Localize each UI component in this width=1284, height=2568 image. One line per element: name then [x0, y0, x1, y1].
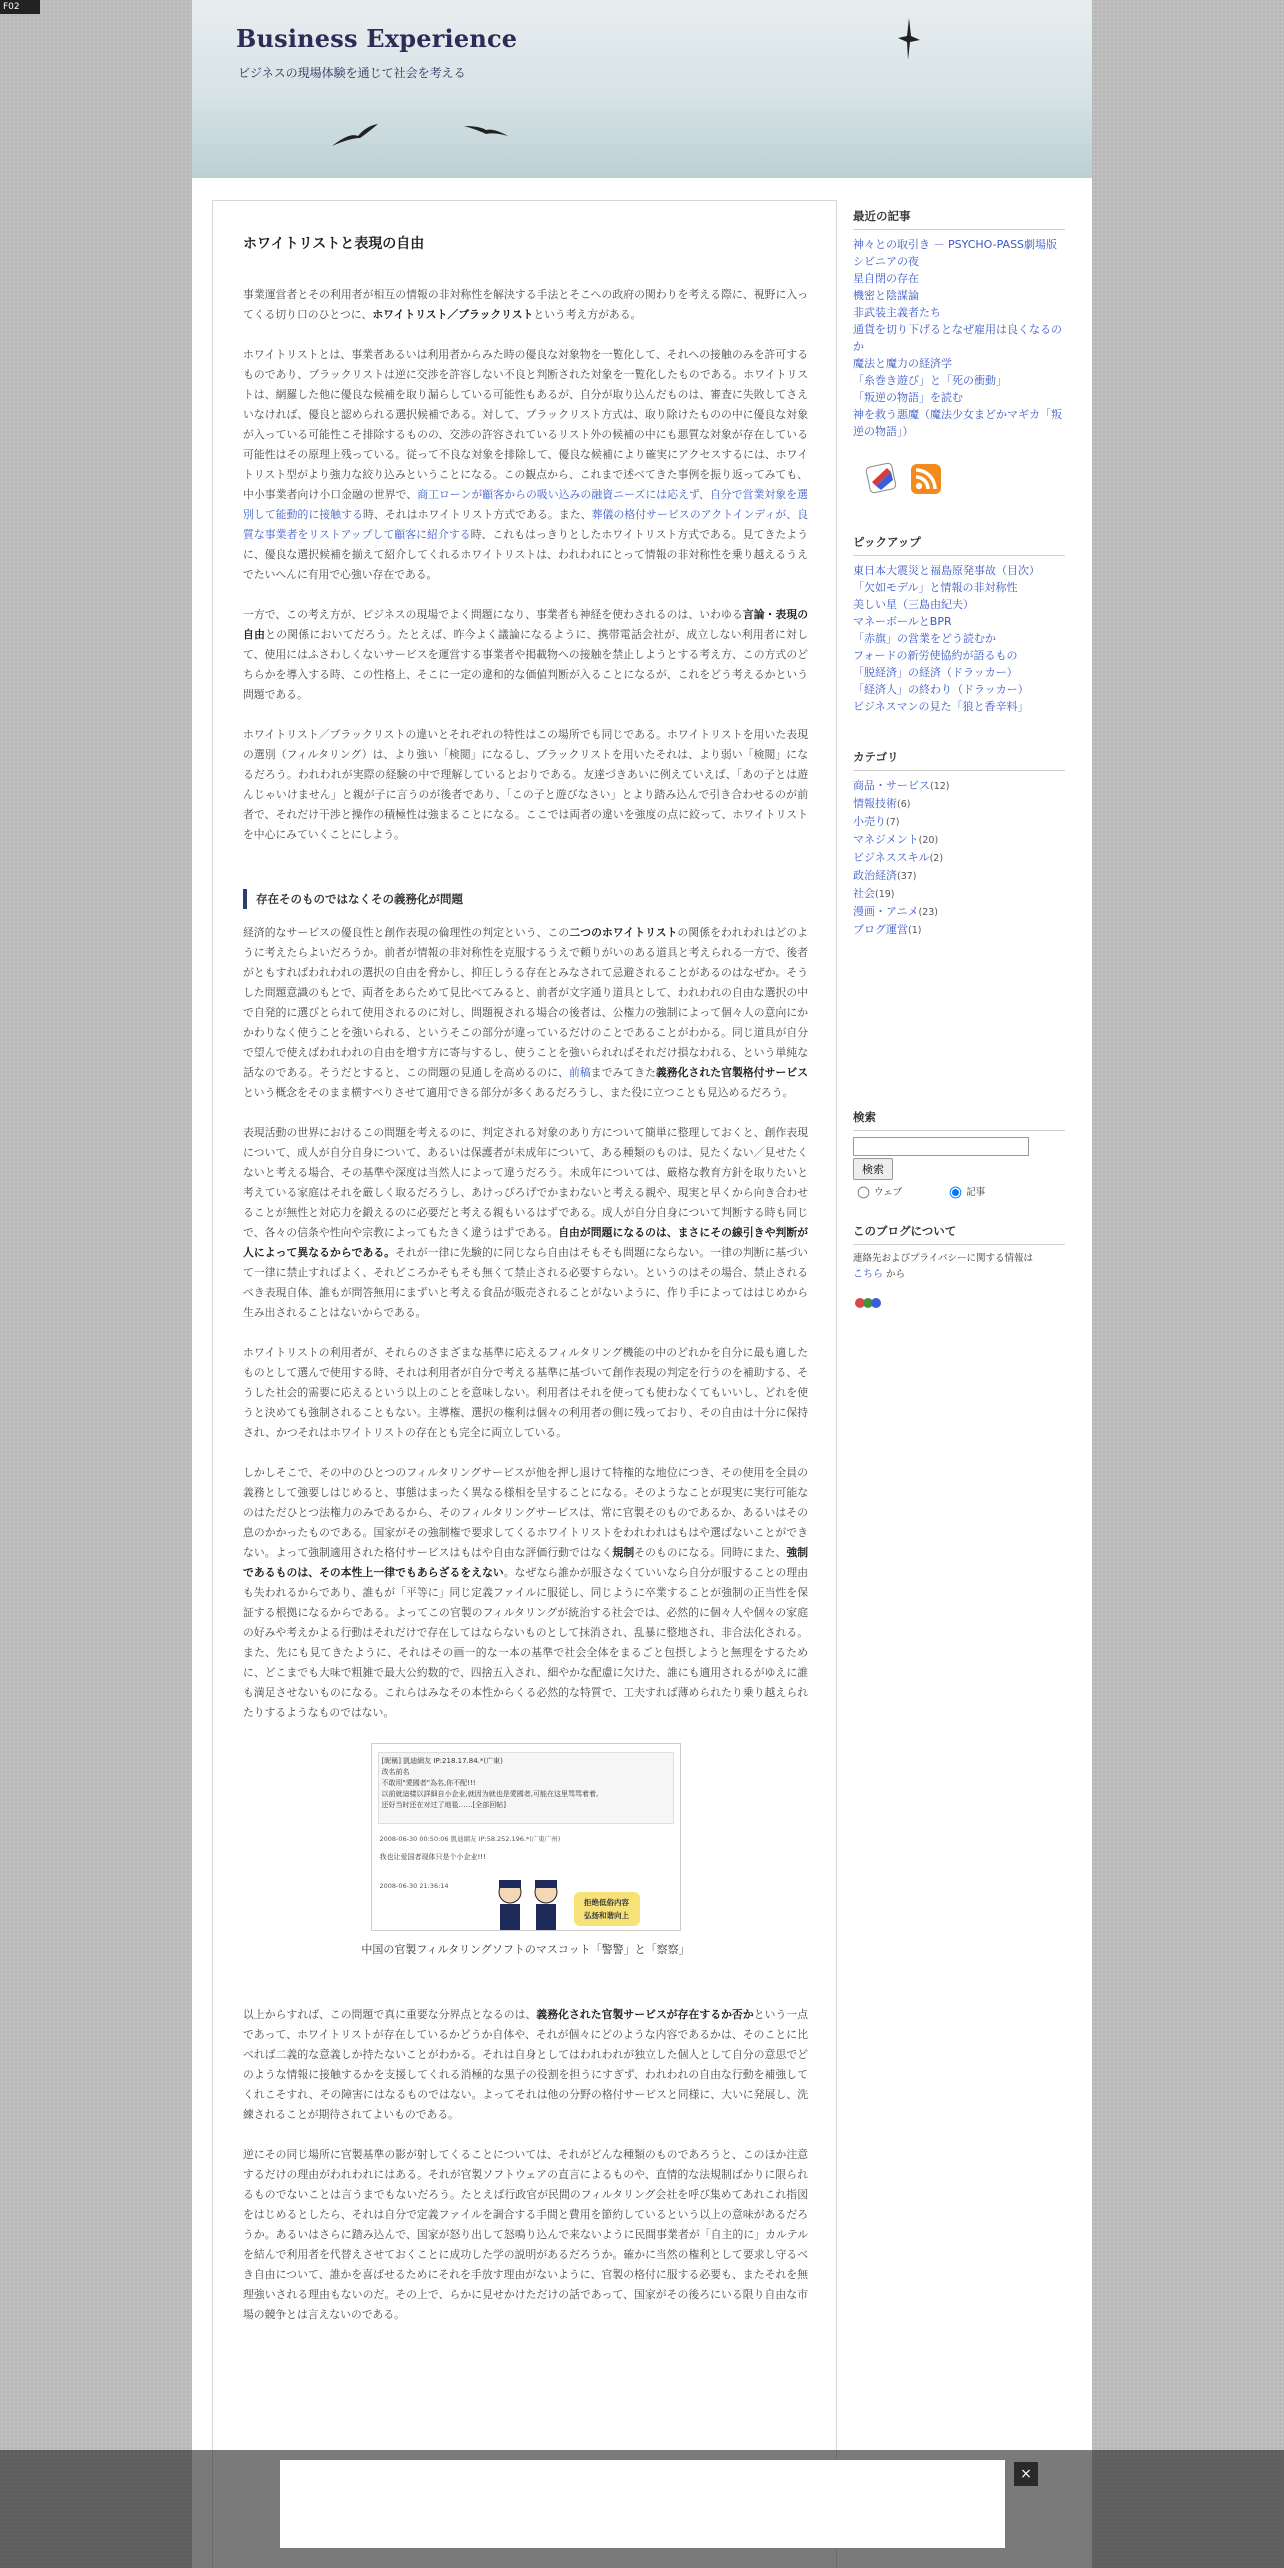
category-block [853, 749, 1065, 939]
category-count: (2) [929, 853, 944, 864]
paragraph: ホワイトリストの利用者が、それらのさまざまな基準に応えるフィルタリング機能の中のどれかを自分に最も適したものとして選んで使用する時、それは利用者が自分で考える基準に基づいて創作表現の判定を行うのを補助する、そうした社会的需要に応えるという以上のことを意味しない。利用者はそれを使っても使わなくてもいいし、どれを使うと決めても強制されることもない。主導権、選択の権利は個々の利用者の側に残っており、その自由は十分に保持され、かつそれはホワイトリストの存在とも完全に両立している。 [243, 1346, 808, 1439]
sidebar-link-item[interactable] [853, 355, 1065, 372]
feed-reader-icon[interactable] [863, 460, 899, 496]
sidebar-link[interactable]: 社会 [853, 887, 875, 900]
figure-text: 不敢用"愛國者"為名,你不配!!! [381, 1779, 476, 1787]
recent-posts-block [853, 208, 1065, 500]
sidebar-link-item[interactable] [853, 921, 1065, 939]
search-button[interactable]: 検索 [853, 1158, 893, 1180]
paragraph: ホワイトリストとは、事業者あるいは利用者からみた時の優良な対象物を一覧化して、それへの接触のみを許可するものであり、ブラックリストは逆に交渉を許容しない不良と判断された対象を一覧化したものである。ホワイトリストは、網羅した他に優良な候補を取り漏らしている可能性もあるが、自分が取り込んだものは、審査に失敗してさえいなければ、優良と認められる選択候補である。対して、ブラックリスト方式は、取り除けたものの中に優良な対象が入っている可能性こそ排除するものの、交渉の許容されているリスト外の候補の中にも悪質な対象が存在している可能性はその原理上残っている。従って不良な対象を排除して、優良な候補により確実にアクセスするには、ホワイトリスト型がより強力な絞り込みということになる。この観点から、これまで述べてきた事例を振り返ってみても、中小事業者向け小口金融の世界で、商工ローンが顧客からの吸い込みの融資ニーズには応えず、自分で営業対象を選別して能動的に接触する時、それはホワイトリスト方式である。また、葬儀の格付サービスのアクトインディが、良質な事業者をリストアップして顧客に紹介する時、これもはっきりとしたホワイトリスト方式である。見てきたように、優良な選択候補を揃えて紹介してくれるホワイトリストは、われわれにとって情報の非対称性を乗り越えるうえでたいへんに有用で心強い存在である。 [243, 348, 808, 581]
sidebar-link[interactable]: 通貨を切り下げるとなぜ雇用は良くなるのか [853, 323, 1062, 353]
sidebar-link-item[interactable] [853, 270, 1065, 287]
sidebar-link-item[interactable] [853, 613, 1065, 630]
paragraph: 経済的なサービスの優良性と創作表現の倫理性の判定という、この二つのホワイトリストの関係をわれわれはどのように考えたらよいだろうか。前者が情報の非対称性を克服するうえで頼りがいのある道具と考えられる一方で、後者がともすればわれわれの選択の自由を脅かし、抑圧しうる存在とみなされて忌避されることがあるのはなぜか。そうした問題意識のもとで、両者をあらためて見比べてみると、前者が文字通り道具として、われわれの自由な選択の中で自発的に選びとられて使用されるのに対し、問題視される場合の後者は、公権力の強制によって個々人の意向にかかわりなく使うことを強いられる、というそこの部分が違っているだけのことであることがわかる。同じ道具が自分で望んで使えばわれわれの自由を増す方に寄与するし、使うことを強いられればそれだけ損なわれる、という単純な話なのである。そうだとすると、この問題の見通しを高めるのに、前稿までみてきた義務化された官製格付サービスという概念をそのまま横すべりさせて適用できる部分が多くあるだろうし、また役に立つことも見込めるだろう。 [243, 926, 809, 1099]
sidebar-link-item[interactable] [853, 795, 1065, 813]
figure-text: 改名前名 [381, 1768, 410, 1776]
sidebar-link[interactable]: 情報技術 [853, 797, 897, 810]
sidebar-link[interactable]: 「糸巻き遊び」と「死の衝動」 [853, 374, 1007, 387]
figure-text: [昵稱] 凱迪網友 IP:218.17.84.*(广東) [381, 1757, 503, 1765]
sidebar-link[interactable]: 「叛逆の物語」を読む [853, 391, 963, 404]
figure-text: 2008-06-30 21:36:14 [379, 1882, 449, 1890]
sidebar-link-item[interactable] [853, 630, 1065, 647]
about-link[interactable]: こちら [853, 1269, 883, 1280]
category-count: (20) [918, 835, 939, 846]
site-header [192, 0, 1092, 178]
radio-web-label[interactable]: ウェブ [853, 1187, 902, 1198]
sidebar-link[interactable]: フォードの新労使協約が語るもの [853, 649, 1018, 662]
sidebar-link-item[interactable] [853, 681, 1065, 698]
category-list [853, 777, 1065, 939]
sidebar-link[interactable]: ビジネススキル [853, 851, 930, 864]
paragraph: 事業運営者とその利用者が相互の情報の非対称性を解決する手法とそこへの政府の関わりを考える際に、視野に入ってくる切り口のひとつに、ホワイトリスト／ブラックリストという考え方がある。 [243, 288, 808, 321]
about-text: 連絡先およびプライバシーに関する情報は こちら から [853, 1253, 1034, 1280]
figure-text: 弘扬和谐向上 [584, 1911, 629, 1920]
sidebar-link-item[interactable] [853, 777, 1065, 795]
article-link[interactable]: 葬儀の格付サービスのアクトインディが、良質な事業者をリストアップして顧客に紹介する [243, 508, 808, 541]
blog-badge-icon[interactable] [853, 1295, 883, 1311]
article-link[interactable]: 商工ローンが顧客からの吸い込みの融資ニーズには応えず、自分で営業対象を選別して能動的に接触する [243, 488, 808, 521]
pickup-list [853, 562, 1065, 715]
recent-posts-list [853, 236, 1065, 440]
rss-icon[interactable] [909, 462, 943, 496]
sidebar-link[interactable]: 政治経済 [853, 869, 897, 882]
sidebar-link[interactable]: 「経済人」の終わり（ドラッカー） [853, 683, 1029, 696]
sidebar-link-item[interactable] [853, 321, 1065, 355]
figure-text: 我也让爱国者现体只是个小企业!!! [379, 1853, 486, 1861]
sidebar-link-item[interactable] [853, 903, 1065, 921]
category-count: (6) [897, 799, 911, 810]
sidebar-link-item[interactable] [853, 562, 1065, 579]
figure [243, 1743, 808, 1957]
sidebar-link-item[interactable] [853, 867, 1065, 885]
paragraph: ホワイトリスト／ブラックリストの違いとそれぞれの特性はこの場所でも同じである。ホワイトリストを用いた表現の選別（フィルタリング）は、より強い「検閲」になるし、ブラックリストを用いたそれは、より弱い「検閲」になるだろう。われわれが実際の経験の中で理解しているとおりである。友達づきあいに例えていえば、「あの子とは遊んじゃいけません」と親が子に言うのが後者であり、「この子と遊びなさい」とより踏み込んで引き合わせるのが前者で、それだけ干渉と操作の積極性は強まることになる。ここでは両者の違いを強度の点に絞って、ホワイトリストを中心にみていくことにしよう。 [243, 728, 808, 841]
sidebar-link[interactable]: 機密と陰謀論 [853, 289, 919, 302]
sidebar-link-item[interactable] [853, 389, 1065, 406]
sidebar-link[interactable]: ブログ運営 [853, 923, 908, 936]
pickup-block [853, 534, 1065, 715]
sidebar-link-item[interactable] [853, 698, 1065, 715]
paragraph: 一方で、この考え方が、ビジネスの現場でよく問題になり、事業者も神経を使わされるのは、いわゆる言論・表現の自由との関係においてだろう。たとえば、昨今よく議論になるように、携帯電話会社が、成立しない利用者に対して、使用にはふさわしくないサービスを運営する事業者や掲載物への接触を禁止しようとする考え方、この方式のどちらかを導入する時、この性格上、そこに一定の違和的な価値判断が入ることになるが、これをどう考えるかという問題である。 [243, 608, 808, 701]
bird-icon [464, 122, 508, 140]
about-heading: このブログについて [853, 1223, 1065, 1245]
sidebar-link[interactable]: マネジメント [853, 833, 919, 846]
site-tagline: ビジネスの現場体験を通じて社会を考える [238, 66, 466, 80]
sidebar-link-item[interactable] [853, 253, 1065, 270]
ad-overlay [0, 2450, 1284, 2568]
sidebar-link[interactable]: マネーボールとBPR [853, 615, 952, 628]
figure-caption: 中国の官製フィルタリングソフトのマスコット「警警」と「察察」 [361, 1943, 690, 1956]
search-heading: 検索 [853, 1109, 1065, 1131]
sidebar-link[interactable]: シビニアの夜 [853, 255, 919, 268]
feed-icons [853, 456, 1065, 500]
sidebar [853, 208, 1065, 1349]
sidebar-link[interactable]: 魔法と魔力の経済学 [853, 357, 952, 370]
sidebar-link-item[interactable] [853, 664, 1065, 681]
about-block [853, 1223, 1065, 1315]
sidebar-link-item[interactable] [853, 304, 1065, 321]
sidebar-link[interactable]: 「赤旗」の営業をどう読むか [853, 632, 996, 645]
pickup-heading: ピックアップ [853, 534, 1065, 556]
search-input[interactable] [853, 1137, 1029, 1156]
radio-web[interactable] [858, 1187, 870, 1199]
sidebar-link[interactable]: 非武装主義者たち [853, 306, 941, 319]
sidebar-link-item[interactable] [853, 372, 1065, 389]
sidebar-link-item[interactable] [853, 813, 1065, 831]
category-count: (12) [930, 781, 950, 792]
ad-banner[interactable] [280, 2460, 1005, 2548]
sidebar-link[interactable]: 漫画・アニメ [853, 905, 919, 918]
sidebar-link[interactable]: 神々との取引き － PSYCHO-PASS劇場版 [853, 238, 1058, 251]
main-content [212, 200, 837, 2568]
category-count: (7) [886, 817, 900, 828]
article-link[interactable]: 前稿 [569, 1066, 591, 1079]
extension-badge: F02 [0, 0, 40, 14]
police-mascot-icon [490, 1878, 570, 1931]
recent-posts-heading: 最近の記事 [853, 208, 1065, 230]
sidebar-link[interactable]: 「脱経済」の経済（ドラッカー） [853, 666, 1018, 679]
figure-text: 以前就這樣以詳細自小企业,就因为就也是愛國者,可能在这里骂骂着着, [381, 1790, 599, 1798]
sidebar-link-item[interactable] [853, 579, 1065, 596]
sidebar-link[interactable]: ビジネスマンの見た「狼と香辛料」 [853, 700, 1029, 713]
filtering-mascot-screenshot[interactable] [371, 1743, 681, 1931]
sidebar-link-item[interactable] [853, 596, 1065, 613]
close-overlay-button[interactable]: × [1014, 2462, 1038, 2486]
paragraph: しかしそこで、その中のひとつのフィルタリングサービスが他を押し退けて特権的な地位につき、その使用を全員の義務として強要しはじめると、事態はまったく異なる様相を呈することになる。そのようなことが現実に実行可能なのはただひとつ法権力のみであるから、そのフィルタリングサービスは、常に官製そのものであるか、あるいはその息のかかったものである。国家がその強制権で要求してくるホワイトリストをわれわれはもはや選ばないことができない。よって強制適用された格付サービスはもはや自由な評価行動ではなく規制そのものになる。同時にまた、強制であるものは、その本性上一律でもあらざるをえない。なぜなら誰かが服さなくていいなら自分が服することの理由も失われるからであり、誰もが「平等に」同じ定義ファイルに服従し、同じように卒業することが強制の正当性を保証する根拠になるからである。よってこの官製のフィルタリングが統治する社会では、必然的に個々人や個々の家庭の好みや考えかよる行動はそれだけで存在してはならないものとして抹消され、乱暴に整地され、非合法化される。また、先にも見てきたように、それはその画一的な一本の基準で社会全体をまるごと包摂しようと無理をするために、どこまでも大味で粗雑で最大公約数的で、四捨五入され、細やかな配慮に欠けた、誰にも適用されるがゆえに誰も満足させないものになる。これらはみなその本性からくる必然的な特質で、工夫すれば薄められたり乗り越えられたりするようなものではない。 [243, 1466, 809, 1719]
sidebar-link-item[interactable] [853, 236, 1065, 253]
figure-text: 拒绝低俗内容 [584, 1898, 629, 1907]
sidebar-link-item[interactable] [853, 287, 1065, 304]
sidebar-link[interactable]: 美しい星（三島由紀夫） [853, 598, 974, 611]
article [213, 201, 836, 2325]
figure-text: 还好当时还在对过了地毯……[全部回帖] [381, 1801, 506, 1809]
bird-icon [332, 124, 378, 148]
paragraph: 表現活動の世界におけるこの問題を考えるのに、判定される対象のあり方について簡単に整理しておくと、創作表現について、成人が自分自身について、あるいは保護者が未成年について、ある種類のものは、見たくない／見せたくないと考える場合、その基準や深度は当然人によって違うだろう。未成年については、厳格な教育方針を取りたいと考えている家庭はそれを厳しく取るだろうし、あけっぴろげでかまわないと考える親や、現実と早くから向き合わせることが無性と対応力を鍛えるのに必要だと考える親もいるはずである。成人が自分自身について判断する時も同じで、各々の信条や性向や宗教によってもたきく違うはずである。自由が問題になるのは、まさにその線引きや判断が人によって異なるからである。それが一律に先験的に同じなら自由はそもそも問題にならない。一律の判断に基づいて一律に禁止すればよく、それどころかそもそも無くて禁止される必要すらない。というのはその場合、禁止されるべき表現自体、誰もが問答無用にまずいと考える食品が販売されることがないように、作り手によってははじめから生み出されることはないからである。 [243, 1126, 809, 1319]
search-block [853, 1109, 1065, 1199]
category-count: (23) [918, 907, 938, 918]
category-count: (37) [897, 871, 917, 882]
sidebar-link[interactable]: 神を救う悪魔（魔法少女まどかマギカ「叛逆の物語」） [853, 408, 1062, 438]
sidebar-link-item[interactable] [853, 831, 1065, 849]
bird-icon [898, 18, 920, 60]
sidebar-link-item[interactable] [853, 849, 1065, 867]
category-count: (1) [908, 925, 922, 936]
section-heading: 存在そのものではなくその義務化が問題 [243, 889, 808, 909]
sidebar-link[interactable]: 商品・サービス [853, 779, 930, 792]
sidebar-link-item[interactable] [853, 647, 1065, 664]
sidebar-link[interactable]: 星自閉の存在 [853, 272, 919, 285]
sidebar-link[interactable]: 小売り [853, 815, 886, 828]
search-scope [853, 1184, 1065, 1199]
figure-text: 2008-06-30 00:50:06 凱迪網友 IP:58.252.196.*(广東广州) [379, 1835, 561, 1843]
radio-blog[interactable] [950, 1187, 962, 1199]
sidebar-link-item[interactable] [853, 885, 1065, 903]
category-count: (19) [875, 889, 895, 900]
sidebar-link[interactable]: 東日本大震災と福島原発事故（目次） [853, 564, 1040, 577]
paragraph: 以上からすれば、この問題で真に重要な分界点となるのは、義務化された官製サービスが存在するか否かという一点であって、ホワイトリストが存在しているかどうか自体や、それが個々にどのような内容であるかは、そのことに比べれば二義的な意義しか持たないことがわかる。それは自身としてはわれわれが独立した個人として自分の意思でどのような情報に接触するかを支援してくれる消極的な黒子の役割を担うにすぎず、われわれの自由な行動を補強してくれこそすれ、その障害にはなるものではない。よってそれは他の分野の格付サービスと同様に、大いに発展し、洗練されることが期待されてよいものである。 [243, 2008, 809, 2121]
sidebar-link[interactable]: 「欠如モデル」と情報の非対称性 [853, 581, 1018, 594]
sidebar-link-item[interactable] [853, 406, 1065, 440]
paragraph: 逆にその同じ場所に官製基準の影が射してくることについては、それがどんな種類のものであろうと、このほか注意するだけの理由がわれわれにはある。それが官製ソフトウェアの直言によるものや、直情的な法規制ばかりに限られるものでないことは言うまでもないだろう。たとえば行政官が民間のフィルタリング会社を呼び集めてあれこれ指図をはじめるとしたら、それは自分で定義ファイルを調合する手間と費用を節約しているという以上の意味があるだろうか。あるいはさらに踏み込んで、国家が怒り出して怒鳴り込んで来ないように民間事業者が「自主的に」カルテルを結んで利用者を代替えさせておくことに成功した学の説明があるだろうか。確かに当然の権利として要求し守るべき自由について、誰かを喜ばせるためにそれを手放す理由がないように、官製の格付に服する必要も、またそれを無理強いされる理由もないのだ。その上で、らかに見せかけただけの話であって、国家がその後ろにいる限り自由な市場の競争とは言えないのである。 [243, 2148, 808, 2321]
page-wrapper [192, 0, 1092, 2568]
post-title[interactable]: ホワイトリストと表現の自由 [243, 236, 425, 252]
site-title[interactable]: Business Experience [236, 24, 518, 53]
category-heading: カテゴリ [853, 749, 1065, 771]
radio-blog-label[interactable]: 記事 [945, 1187, 985, 1198]
